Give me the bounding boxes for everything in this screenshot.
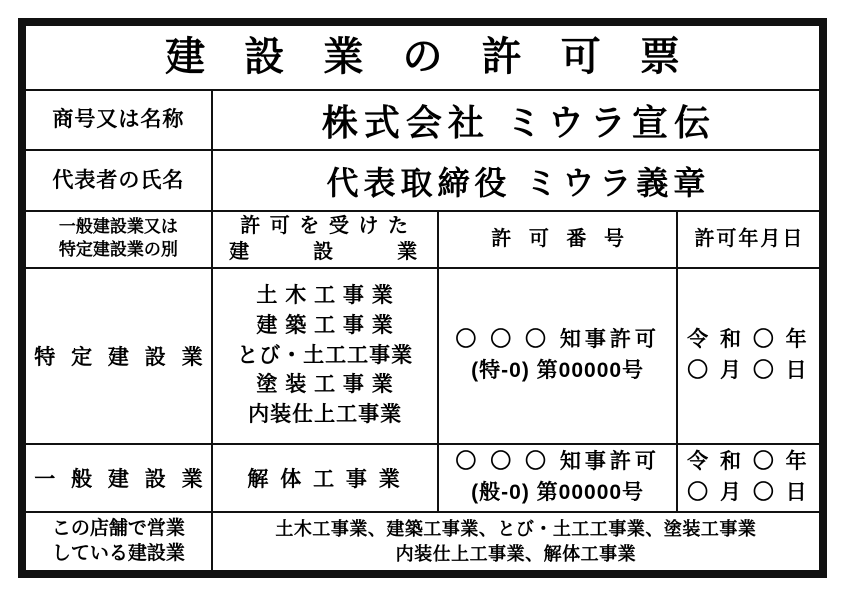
company-row: [25, 90, 820, 151]
general-permit-date-line1: 令 和 〇 年: [687, 450, 810, 474]
specific-work-item: 塗 装 工 事 業: [256, 373, 394, 397]
footer-value-line2: 内装仕上工事業、解体工事業: [395, 543, 637, 564]
footer-label: [25, 512, 212, 571]
business-header-line2: 建 設 業: [229, 241, 426, 264]
specific-permit-date-line2: 〇 月 〇 日: [687, 358, 810, 382]
general-permit-date: [677, 444, 820, 513]
footer-value: [212, 512, 820, 571]
specific-work-item: 建 築 工 事 業: [256, 313, 394, 337]
specific-permit-number-line2: (特-0) 第00000号: [471, 358, 645, 382]
general-permit-number-line1: 〇 〇 〇 知事許可: [455, 450, 660, 474]
permit-number-header: 許 可 番 号: [438, 211, 677, 268]
footer-row: [25, 512, 820, 571]
specific-construction-row: [25, 268, 820, 444]
representative-row: [25, 150, 820, 211]
footer-label-line2: している建設業: [51, 542, 185, 564]
representative-value: 代表取締役 ミウラ義章: [212, 150, 820, 211]
general-permit-number: [438, 444, 677, 513]
representative-label: 代表者の氏名: [25, 150, 212, 211]
general-permit-date-line2: 〇 月 〇 日: [687, 480, 810, 504]
category-header-line1: 一般建設業又は: [58, 217, 178, 237]
specific-work-item: とび・土工工事業: [237, 343, 414, 367]
general-works: 解 体 工 事 業: [212, 444, 439, 513]
permit-date-header: 許可年月日: [677, 211, 820, 268]
business-header: [212, 211, 439, 268]
specific-work-item: 土 木 工 事 業: [256, 284, 394, 308]
specific-permit-date: [677, 268, 820, 444]
specific-works-list: [212, 268, 439, 444]
footer-label-line1: この店舗で営業: [51, 517, 185, 539]
specific-permit-number-line1: 〇 〇 〇 知事許可: [455, 328, 660, 352]
general-construction-row: [25, 444, 820, 513]
specific-permit-date-line1: 令 和 〇 年: [687, 328, 810, 352]
specific-work-item: 内装仕上工事業: [248, 403, 403, 427]
sign-title-cell: [25, 25, 820, 90]
general-category: 一 般 建 設 業: [25, 444, 212, 513]
specific-permit-number: [438, 268, 677, 444]
company-value: 株式会社 ミウラ宣伝: [212, 90, 820, 151]
category-header: [25, 211, 212, 268]
company-label: 商号又は名称: [25, 90, 212, 151]
business-header-line1: 許 可 を 受 け た: [240, 215, 410, 238]
category-header-line2: 特定建設業の別: [58, 240, 178, 260]
footer-value-line1: 土木工事業、建築工事業、とび・土工工事業、塗装工事業: [275, 519, 757, 540]
permit-table: [24, 24, 821, 572]
general-permit-number-line2: (般-0) 第00000号: [471, 480, 645, 504]
permit-sign-board: [18, 18, 827, 578]
column-header-row: [25, 211, 820, 268]
specific-category: 特 定 建 設 業: [25, 268, 212, 444]
title-row: [25, 25, 820, 90]
sign-title: 建 設 業 の 許 可 票: [165, 35, 694, 80]
